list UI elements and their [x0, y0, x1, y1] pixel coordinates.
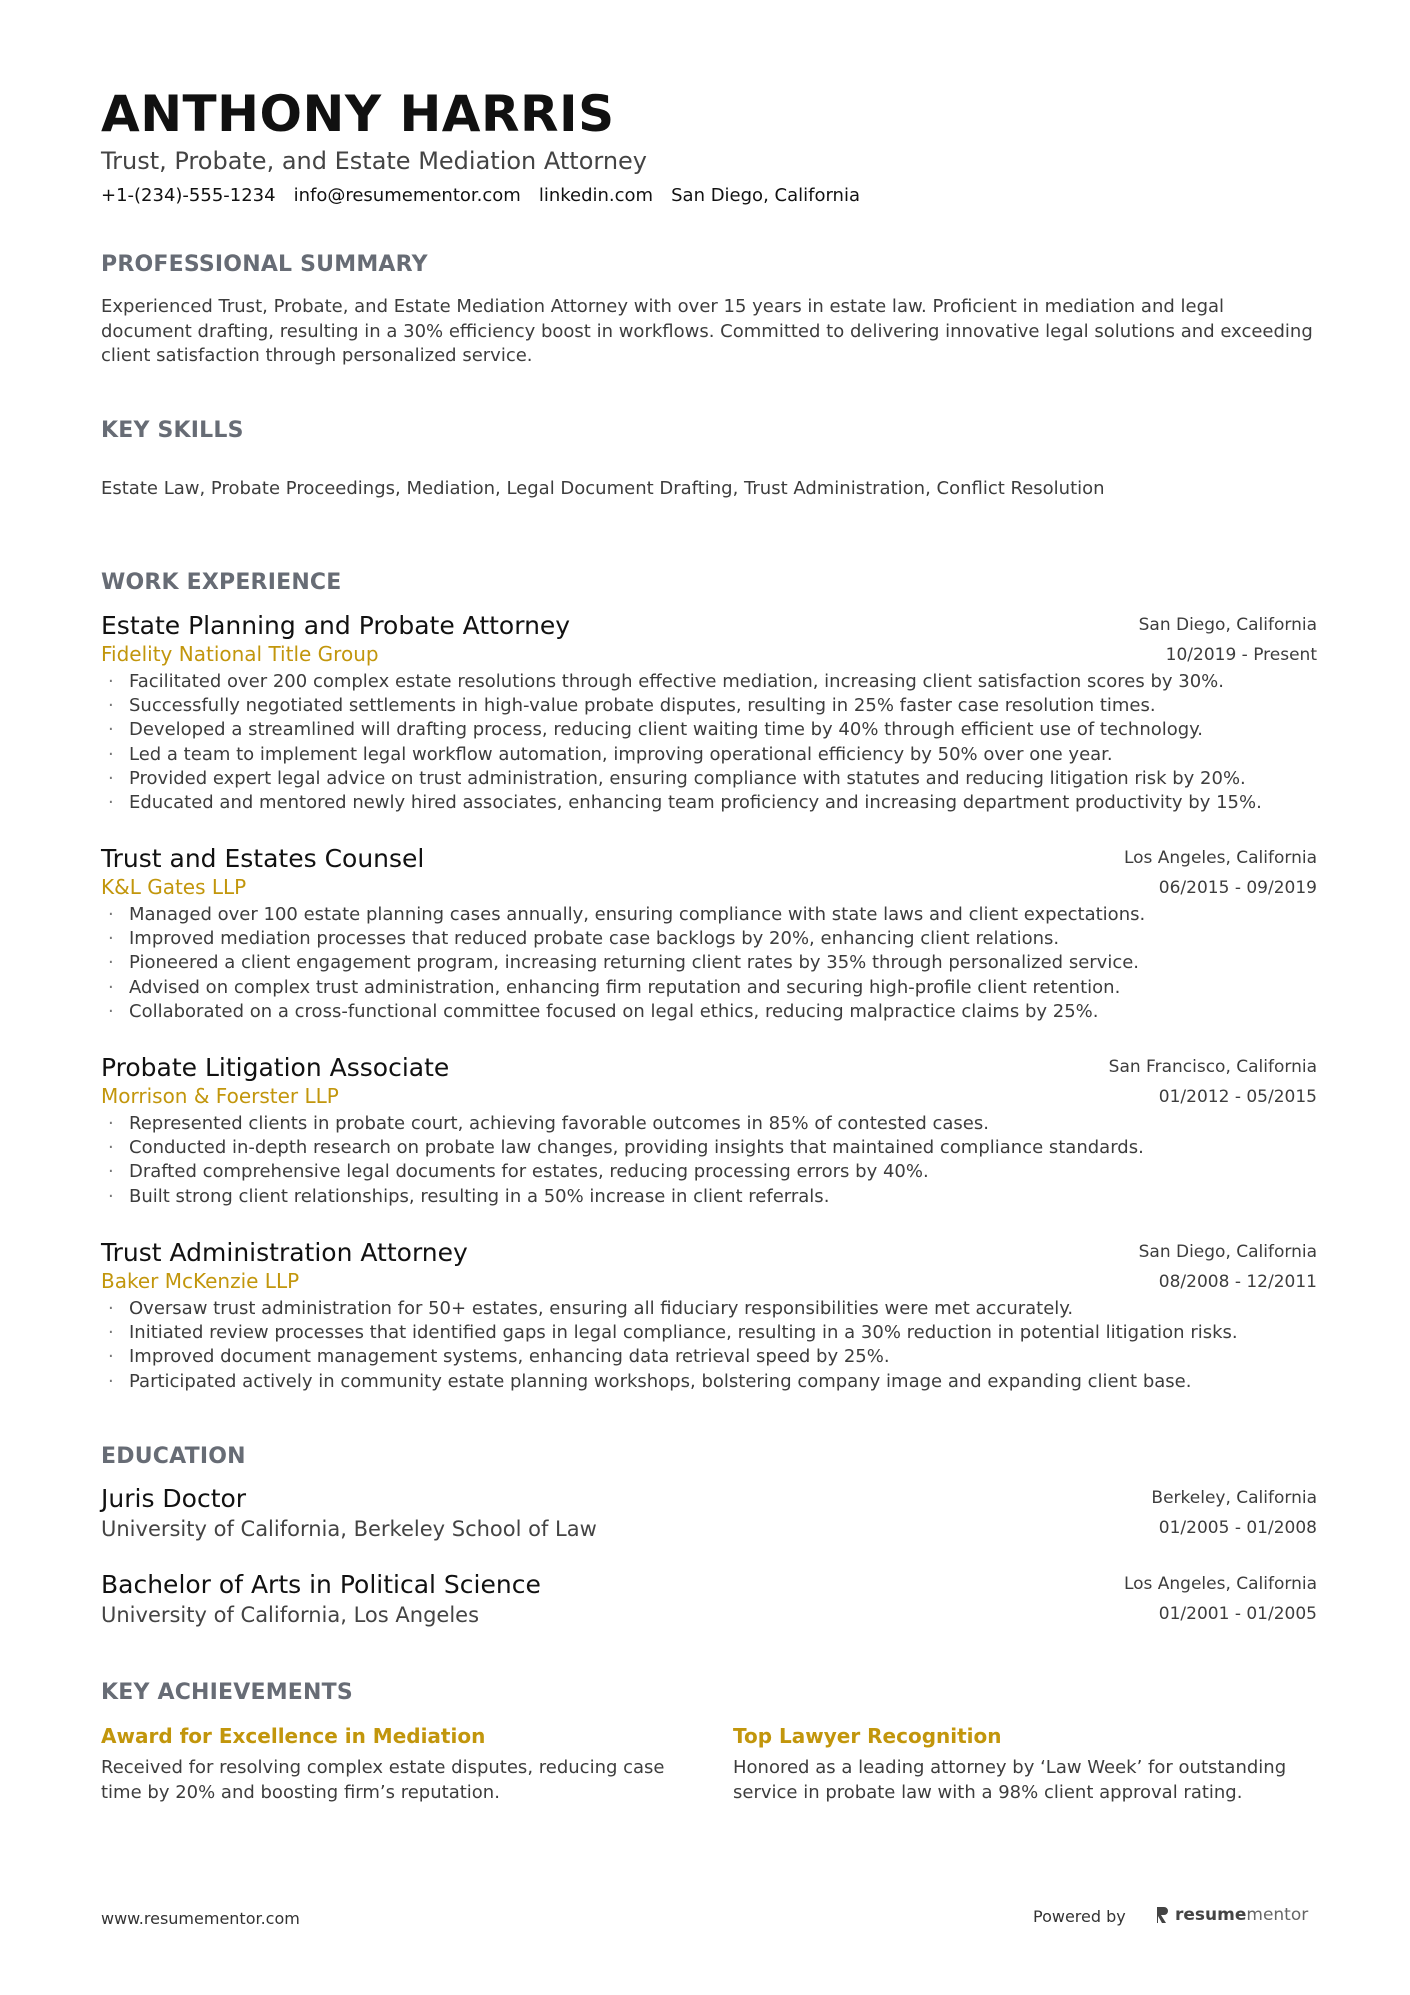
footer-website-link[interactable]: www.resumementor.com [101, 1909, 300, 1928]
contact-line [101, 183, 860, 209]
bullet-item: · Participated actively in community estate planning workshops, bolstering company image and expanding client base. [108, 1370, 1192, 1392]
job-dates: 10/2019 - Present [1165, 645, 1317, 665]
job-title: Trust Administration Attorney [101, 1238, 468, 1267]
summary-heading: PROFESSIONAL SUMMARY [101, 252, 428, 277]
phone: +1-(234)-555-1234 [101, 185, 276, 206]
job-bullets [101, 1112, 1317, 1209]
job-dates: 06/2015 - 09/2019 [1158, 878, 1317, 898]
logo-wordmark: resumementor [1175, 1905, 1309, 1925]
resumementor-logo-icon [1155, 1905, 1169, 1925]
bullet-item: · Developed a streamlined will drafting process, reducing client waiting time by 40% through efficient use of technology. [108, 719, 1203, 741]
education-heading: EDUCATION [101, 1444, 246, 1469]
experience-heading: WORK EXPERIENCE [101, 570, 342, 595]
job-entry [101, 1237, 1317, 1394]
job-location: San Diego, California [1138, 615, 1317, 635]
powered-by-label: Powered by [1033, 1907, 1126, 1926]
degree: Juris Doctor [101, 1484, 247, 1513]
bullet-item: · Improved mediation processes that reduced probate case backlogs by 20%, enhancing client relations. [108, 928, 1060, 950]
bullet-item: · Educated and mentored newly hired associates, enhancing team proficiency and increasing department productivity by 15%. [108, 792, 1262, 814]
skills-text: Estate Law, Probate Proceedings, Mediation, Legal Document Drafting, Trust Administration, Conflict Resolution [101, 478, 1105, 499]
bullet-item: · Represented clients in probate court, achieving favorable outcomes in 85% of contested cases. [108, 1113, 989, 1134]
bullet-item: · Collaborated on a cross-functional committee focused on legal ethics, reducing malpractice claims by 25%. [108, 1000, 1099, 1022]
job-title: Estate Planning and Probate Attorney [101, 611, 571, 640]
job-meta [1139, 1237, 1317, 1297]
education-dates: 01/2005 - 01/2008 [1158, 1518, 1317, 1538]
degree: Bachelor of Arts in Political Science [101, 1570, 541, 1599]
job-title: Probate Litigation Associate [101, 1053, 450, 1082]
education-location: Los Angeles, California [1123, 1574, 1317, 1594]
job-company: K&L Gates LLP [101, 875, 247, 899]
education-dates: 01/2001 - 01/2005 [1158, 1604, 1317, 1624]
job-bullets [101, 670, 1317, 815]
achievement-description: Received for resolving complex estate disputes, reducing case time by 20% and boosting firm’s reputation. [101, 1757, 665, 1803]
job-dates: 01/2012 - 05/2015 [1158, 1087, 1317, 1107]
achievement-title: Award for Excellence in Mediation [101, 1724, 486, 1748]
job-company: Baker McKenzie LLP [101, 1269, 300, 1293]
job-meta [1124, 843, 1317, 903]
bullet-item: · Managed over 100 estate planning cases annually, ensuring compliance with state laws and client expectations. [108, 904, 1146, 925]
skills-heading: KEY SKILLS [101, 418, 244, 443]
candidate-title: Trust, Probate, and Estate Mediation Attorney [101, 147, 648, 175]
job-entry [101, 610, 1317, 815]
linkedin-link[interactable]: linkedin.com [538, 185, 654, 206]
job-company: Morrison & Foerster LLP [101, 1084, 339, 1108]
achievements-heading: KEY ACHIEVEMENTS [101, 1680, 353, 1705]
bullet-item: · Successfully negotiated settlements in high-value probate disputes, resulting in 25% faster case resolution times. [108, 695, 1156, 717]
education-entry [101, 1569, 1317, 1629]
achievement-title: Top Lawyer Recognition [733, 1724, 1002, 1748]
job-dates: 08/2008 - 12/2011 [1158, 1272, 1317, 1292]
education-entry [101, 1483, 1317, 1543]
summary-text: Experienced Trust, Probate, and Estate Mediation Attorney with over 15 years in estate law. Proficient in mediation and legal document drafting, resulting in a 30% efficiency boost in workflows. Committed to delivering innovative legal solutions and exceeding client satisfaction through personalized service. [101, 296, 1313, 366]
bullet-item: · Initiated review processes that identified gaps in legal compliance, resulting in a 30% reduction in potential litigation risks. [108, 1322, 1238, 1344]
bullet-item: · Drafted comprehensive legal documents for estates, reducing processing errors by 40%. [108, 1161, 929, 1183]
bullet-item: · Provided expert legal advice on trust administration, ensuring compliance with statutes and reducing litigation risk by 20%. [108, 767, 1246, 789]
job-meta [1109, 1052, 1317, 1112]
bullet-item: · Pioneered a client engagement program, increasing returning client rates by 35% through personalized service. [108, 952, 1140, 974]
achievement-item [733, 1722, 1333, 1805]
bullet-item: · Facilitated over 200 complex estate resolutions through effective mediation, increasing client satisfaction scores by 30%. [108, 671, 1224, 692]
resumementor-logo[interactable] [1155, 1904, 1308, 1926]
job-company: Fidelity National Title Group [101, 642, 379, 666]
education-meta [1151, 1483, 1317, 1543]
job-bullets [101, 903, 1317, 1024]
bullet-item: · Oversaw trust administration for 50+ estates, ensuring all fiduciary responsibilities were met accurately. [108, 1298, 1074, 1319]
bullet-item: · Advised on complex trust administration, enhancing firm reputation and securing high-profile client retention. [108, 976, 1121, 998]
job-location: San Diego, California [1138, 1242, 1317, 1262]
bullet-item: · Improved document management systems, enhancing data retrieval speed by 25%. [108, 1346, 890, 1368]
job-meta [1139, 610, 1317, 670]
job-location: San Francisco, California [1108, 1057, 1317, 1077]
bullet-item: · Led a team to implement legal workflow automation, improving operational efficiency by 50% over one year. [108, 743, 1113, 765]
job-entry [101, 1052, 1317, 1209]
school: University of California, Berkeley School of Law [101, 1517, 597, 1541]
email[interactable]: info@resumementor.com [293, 185, 521, 206]
education-meta [1124, 1569, 1317, 1629]
education-location: Berkeley, California [1151, 1488, 1317, 1508]
achievement-item [101, 1722, 701, 1805]
bullet-item: · Conducted in-depth research on probate law changes, providing insights that maintained compliance standards. [108, 1137, 1144, 1159]
school: University of California, Los Angeles [101, 1603, 480, 1627]
job-entry [101, 843, 1317, 1024]
candidate-name: ANTHONY HARRIS [101, 85, 615, 143]
job-location: Los Angeles, California [1123, 848, 1317, 868]
bullet-item: · Built strong client relationships, resulting in a 50% increase in client referrals. [108, 1185, 830, 1207]
job-bullets [101, 1297, 1317, 1394]
achievement-description: Honored as a leading attorney by ‘Law Week’ for outstanding service in probate law with a 98% client approval rating. [733, 1757, 1287, 1803]
job-title: Trust and Estates Counsel [101, 844, 425, 873]
location: San Diego, California [671, 185, 860, 206]
